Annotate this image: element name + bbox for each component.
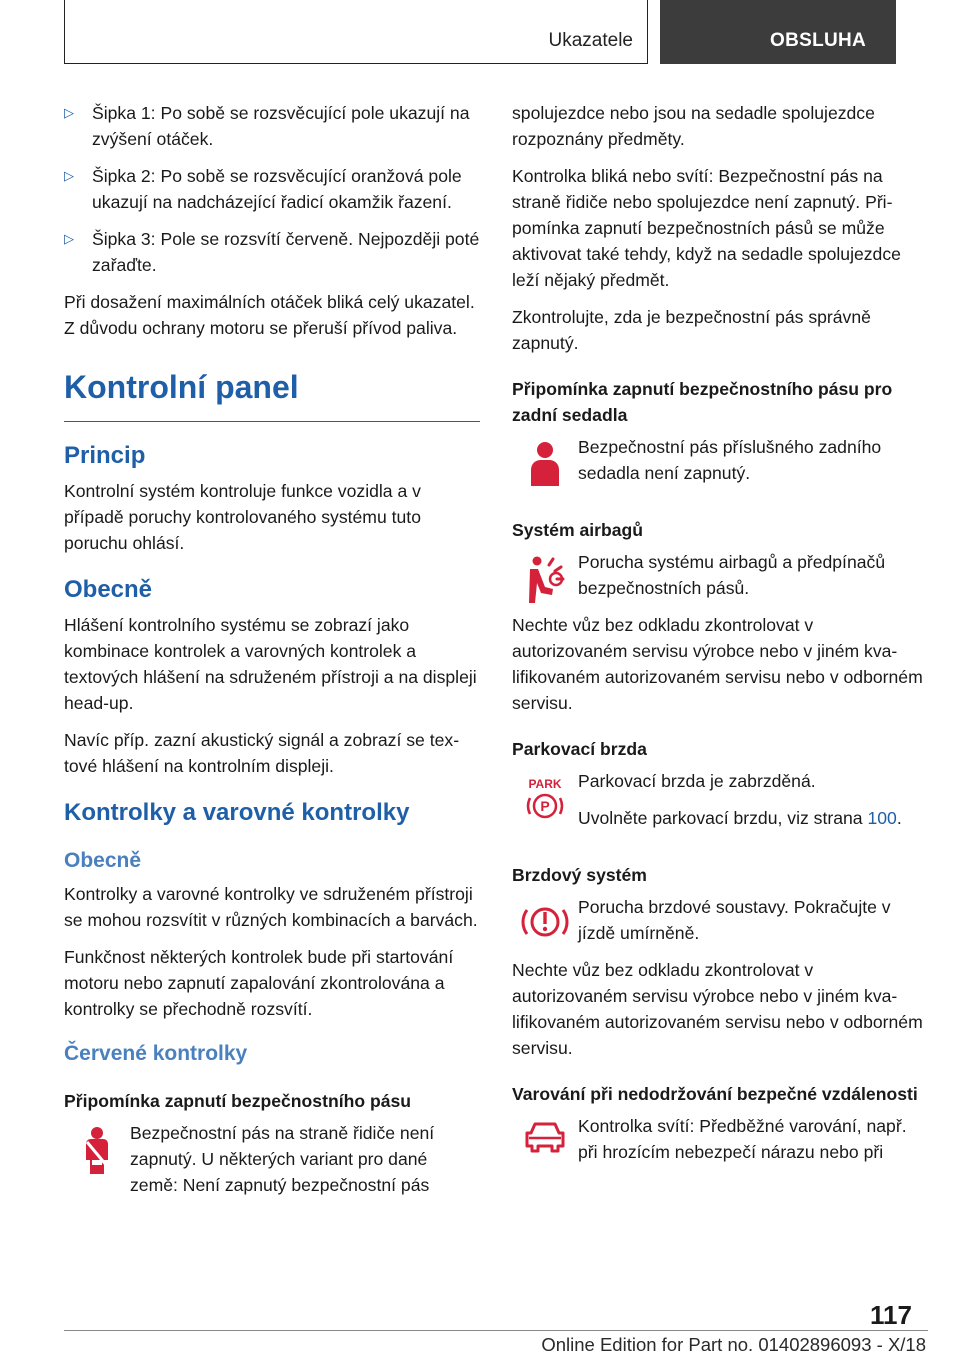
triangle-bullet-icon: ▷: [64, 231, 74, 246]
paragraph-r3: Zkontrolujte, zda je bezpečnostní pás správně zapnutý.: [512, 307, 871, 353]
paragraph-seatbelt-driver: Bezpečnostní pás na straně řidiče není zapnutý. U některých variant pro dané země: Není zapnutý bezpečnostní pás: [130, 1123, 435, 1195]
svg-text:PARK: PARK: [528, 777, 562, 791]
heading-seatbelt-reminder: Připomínka zapnutí bezpečnostního pásu: [64, 1091, 412, 1111]
paragraph-parking-brake-1: Parkovací brzda je zabrzděná.: [578, 771, 816, 791]
header-section-title: Ukazatele: [548, 30, 633, 51]
paragraph-seatbelt-rear: Bezpečnostní pás příslušného zadního sedadla není zapnutý.: [578, 437, 882, 483]
footer-divider: [64, 1330, 928, 1331]
page-number: 117: [870, 1300, 912, 1330]
indicator-seatbelt-driver: [64, 1120, 480, 1209]
heading-distance-warning: Varování při nedodržování bezpečné vzdálenosti: [512, 1084, 918, 1104]
left-column: [64, 100, 480, 1209]
paragraph-airbag-1: Porucha systému airbagů a předpínačů bezpečnostních pásů.: [578, 552, 886, 598]
heading-seatbelt-rear: Připomínka zapnutí bezpečnostního pásu pro zadní sedadla: [512, 379, 893, 425]
heading-airbag: Systém airbagů: [512, 520, 644, 540]
indicator-parking-brake: [512, 768, 928, 842]
header-section-box: [64, 0, 648, 64]
car-front-icon: [523, 1119, 567, 1153]
paragraph-obecne-2: Navíc příp. zazní akustický signál a zobrazí se textové hlášení na kontrolním displeji.: [64, 730, 460, 776]
header-chapter-tab[interactable]: [660, 0, 896, 64]
heading-obecne: Obecně: [64, 576, 153, 603]
paragraph-princip: Kontrolní systém kontroluje funkce vozidla a v případě poruchy kontrolovaného systému tuto poruchu ohlásí.: [64, 481, 421, 553]
paragraph-max-rpm: Při dosažení maximálních otáček bliká celý ukazatel. Z důvodu ochrany motoru se přeruší přívod paliva.: [64, 292, 475, 338]
heading-princip: Princip: [64, 442, 146, 469]
triangle-bullet-icon: ▷: [64, 168, 74, 183]
indicator-distance-warning: [512, 1113, 928, 1176]
right-column: [512, 100, 928, 1176]
indicator-airbag: [512, 549, 928, 612]
triangle-bullet-icon: ▷: [64, 105, 74, 120]
svg-text:P: P: [540, 798, 550, 814]
list-item: ▷ Šipka 3: Pole se rozsvítí červeně. Nejpozději poté zařaďte.: [64, 226, 480, 278]
heading-kontrolni-panel: Kontrolní panel: [64, 367, 480, 422]
list-item: ▷ Šipka 1: Po sobě se rozsvěcující pole ukazují na zvýšení otáček.: [64, 100, 480, 152]
paragraph-distance-warning: Kontrolka svítí: Předběžné varování, např. při hrozícím nebezpečí nárazu nebo při: [578, 1116, 907, 1162]
paragraph-brake-1: Porucha brzdové soustavy. Pokračujte v jízdě umírněně.: [578, 897, 891, 943]
paragraph-obecne-1: Hlášení kontrolního systému se zobrazí jako kombinace kontrolek a varovných kontrolek a textových hlášení na sdruženém přístroji a na displeji head-up.: [64, 615, 477, 713]
paragraph-parking-brake-2: Uvolněte parkovací brzdu, viz strana 100.: [578, 808, 902, 828]
indicator-seatbelt-rear: [512, 434, 928, 497]
paragraph-r1: spolujezdce nebo jsou na sedadle spolujezdce rozpoznány předměty.: [512, 103, 875, 149]
list-item: ▷ Šipka 2: Po sobě se rozsvěcující oranžová pole ukazují na nadcházející řadicí okamžik řazení.: [64, 163, 480, 215]
page-link-100[interactable]: 100: [867, 808, 897, 828]
airbag-icon: [525, 555, 565, 607]
paragraph-kontrolky-2: Funkčnost některých kontrolek bude při startování motoru nebo zapnutí zapalování zkontrolována a kontrolky se přechodně rozsvítí.: [64, 947, 454, 1019]
paragraph-r2: Kontrolka bliká nebo svítí: Bezpečnostní pás na straně řidiče nebo spolujezdce není zapnutý. Připomínka zapnutí bezpečnostních pásů se může aktivovat také tehdy, když na sedadle spolujezdce leží nějaký předmět.: [512, 166, 901, 290]
subheading-cervene-kontrolky: Červené kontrolky: [64, 1042, 248, 1065]
indicator-brake-system: [512, 894, 928, 957]
footer-edition: Online Edition for Part no. 01402896093 - X/18: [541, 1334, 926, 1355]
paragraph-airbag-2: Nechte vůz bez odkladu zkontrolovat v autorizovaném servisu výrobce nebo v jiném kvalifikovaném autorizovaném servisu nebo v odborném servisu.: [512, 615, 923, 713]
header-chapter-title: OBSLUHA: [770, 30, 867, 51]
seatbelt-driver-icon: [80, 1126, 114, 1176]
hand-pointer-icon: [896, 24, 918, 52]
heading-brake-system: Brzdový systém: [512, 865, 647, 885]
parking-brake-icon: [523, 774, 567, 822]
paragraph-kontrolky-1: Kontrolky a varovné kontrolky ve sdruženém přístroji se mohou rozsvítit v různých kombinacích a barvách.: [64, 884, 478, 930]
subheading-obecne: Obecně: [64, 849, 142, 872]
brake-warning-icon: [519, 900, 571, 944]
seatbelt-rear-icon: [527, 440, 563, 490]
heading-kontrolky: Kontrolky a varovné kontrolky: [64, 799, 410, 826]
heading-parking-brake: Parkovací brzda: [512, 739, 647, 759]
paragraph-brake-2: Nechte vůz bez odkladu zkontrolovat v autorizovaném servisu výrobce nebo v jiném kvalifikovaném autorizovaném servisu nebo v odborném servisu.: [512, 960, 923, 1058]
